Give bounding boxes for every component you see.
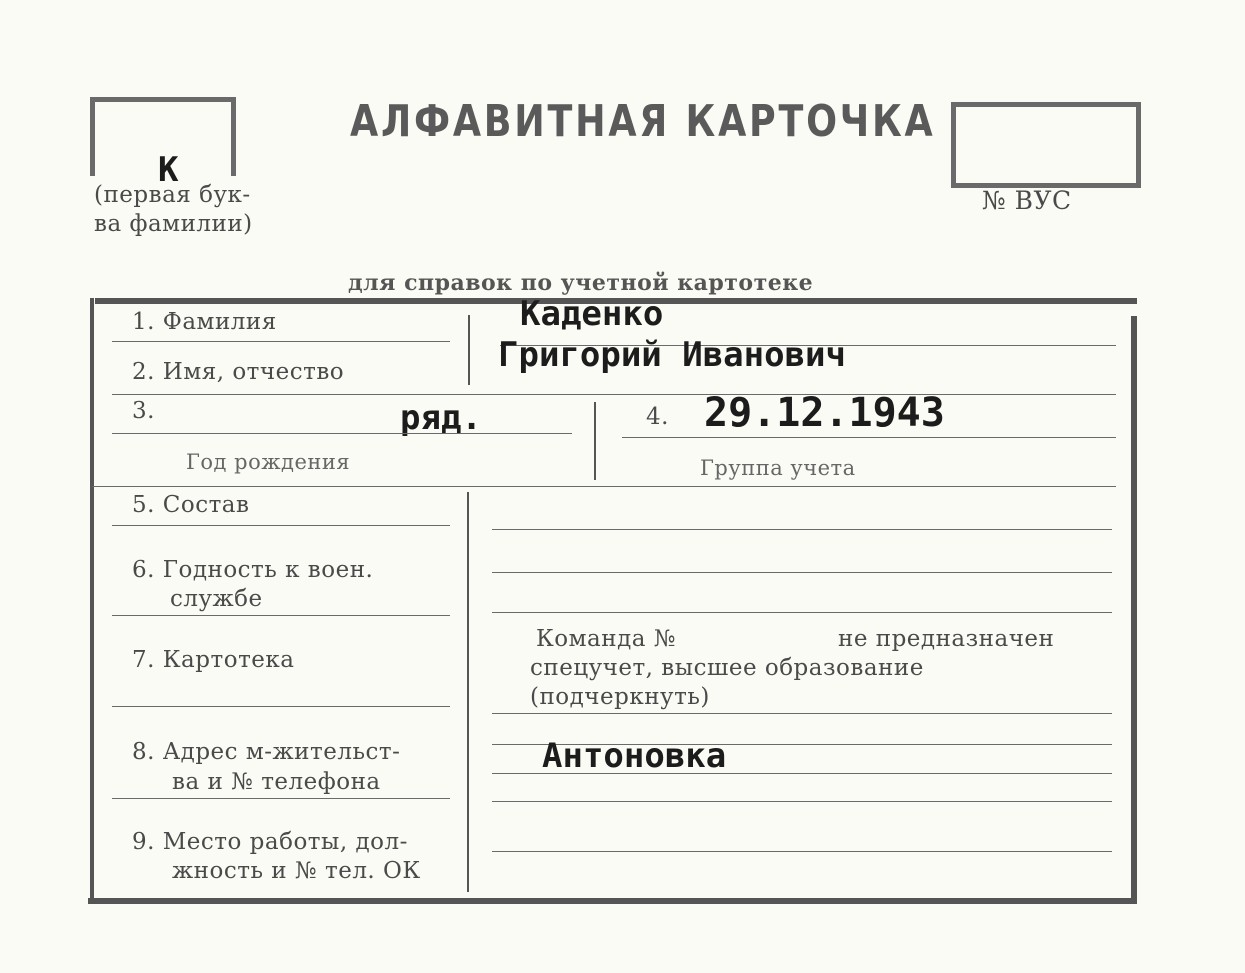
- field-7-line: [112, 706, 450, 707]
- letter-box-value: К: [158, 150, 179, 190]
- field-1-value: Каденко: [520, 294, 664, 334]
- letter-box-caption-1: (первая бук-: [94, 182, 251, 208]
- field-6-line: [112, 615, 450, 616]
- right-line-2: [492, 572, 1112, 573]
- field-8-label-1: 8. Адрес м-жительст-: [132, 739, 401, 765]
- field-3-line: [112, 433, 572, 434]
- field-2-line: [112, 394, 1116, 395]
- field-3-caption: Год рождения: [186, 450, 351, 474]
- field-2-value: Григорий Иванович: [498, 335, 846, 375]
- frame-left: [90, 298, 94, 902]
- field-8-line: [112, 798, 450, 799]
- field-3-label: 3.: [132, 398, 155, 424]
- divider-birth-group: [594, 402, 596, 480]
- right-line-3: [492, 612, 1112, 613]
- field-8-label-2: ва и № телефона: [172, 769, 381, 795]
- vus-box-frame: [951, 102, 1141, 188]
- right-line-8: [492, 851, 1112, 852]
- field-5-line: [112, 525, 450, 526]
- right-line-6: [492, 773, 1112, 774]
- frame-right: [1131, 316, 1137, 902]
- frame-bottom: [88, 898, 1137, 904]
- field-2-label: 2. Имя, отчество: [132, 359, 345, 385]
- divider-names: [468, 315, 470, 385]
- field-8-value: Антоновка: [542, 736, 727, 776]
- field-9-label-1: 9. Место работы, дол-: [132, 829, 408, 855]
- field-4-label: 4.: [646, 404, 669, 430]
- field-9-label-2: жность и № тел. ОК: [172, 858, 421, 884]
- card-subtitle: для справок по учетной картотеке: [348, 270, 814, 296]
- right-line-7: [492, 801, 1112, 802]
- field-7-label: 7. Картотека: [132, 647, 295, 673]
- command-line-2: спецучет, высшее образование: [530, 655, 924, 681]
- field-4-value: 29.12.1943: [704, 390, 945, 436]
- field-1-label: 1. Фамилия: [132, 309, 277, 335]
- right-line-1: [492, 529, 1112, 530]
- letter-box-caption-2: ва фамилии): [94, 211, 253, 237]
- divider-lower: [467, 492, 469, 892]
- field-1-left-line: [112, 341, 450, 342]
- command-line-3: (подчеркнуть): [530, 684, 710, 710]
- command-line-1b: не предназначен: [838, 626, 1055, 652]
- vus-label: № ВУС: [982, 186, 1072, 215]
- command-line-1a: Команда №: [536, 626, 677, 652]
- field-4-line: [622, 437, 1116, 438]
- field-3-value: ряд.: [400, 398, 482, 438]
- right-line-4: [492, 713, 1112, 714]
- field-4-caption: Группа учета: [700, 456, 856, 480]
- field-6-label-2: службе: [170, 586, 263, 612]
- field-5-label: 5. Состав: [132, 492, 250, 518]
- row-divider-4: [92, 486, 1116, 487]
- card-title: АЛФАВИТНАЯ КАРТОЧКА: [350, 96, 936, 147]
- field-6-label-1: 6. Годность к воен.: [132, 557, 374, 583]
